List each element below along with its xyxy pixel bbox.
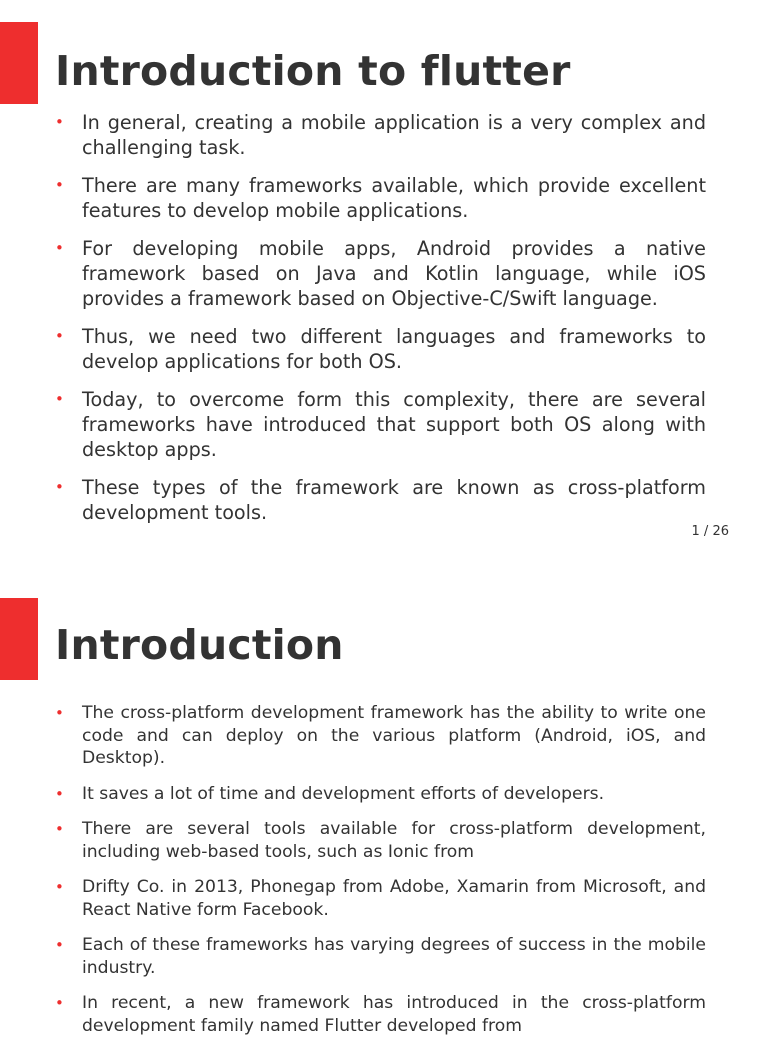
bullet-list — [55, 110, 706, 538]
bullet-icon: • — [55, 784, 64, 803]
bullet-text: For developing mobile apps, Android provides a native framework based on Java and Kotlin language, while iOS provides a framework based on Objective-C/Swift language. — [82, 237, 706, 310]
bullet-icon: • — [55, 478, 64, 496]
bullet-item — [55, 992, 706, 1037]
bullet-text: In recent, a new framework has introduced in the cross-platform development family named Flutter developed from — [82, 993, 706, 1036]
bullet-item — [55, 818, 706, 863]
bullet-icon: • — [55, 327, 64, 345]
bullet-icon: • — [55, 936, 64, 954]
bullet-text: Drifty Co. in 2013, Phonegap from Adobe, Xamarin from Microsoft, and React Native form Facebook. — [82, 877, 706, 920]
bullet-text: It saves a lot of time and development efforts of developers. — [82, 783, 605, 804]
bullet-text: These types of the framework are known as cross-platform development tools. — [82, 476, 706, 524]
bullet-item — [55, 110, 706, 160]
bullet-icon: • — [55, 113, 64, 131]
accent-bar — [0, 22, 38, 104]
bullet-icon: • — [55, 704, 64, 722]
bullet-icon: • — [55, 390, 64, 408]
slide-title: Introduction — [55, 621, 344, 669]
bullet-icon: • — [55, 994, 64, 1012]
bullet-text: In general, creating a mobile application is a very complex and challenging task. — [82, 111, 706, 159]
slide-title: Introduction to flutter — [55, 47, 571, 95]
bullet-text: Each of these frameworks has varying degrees of success in the mobile industry. — [82, 935, 706, 978]
bullet-item — [55, 934, 706, 979]
bullet-text: There are many frameworks available, which provide excellent features to develop mobile applications. — [82, 174, 706, 222]
page-number: 1 / 26 — [691, 524, 729, 539]
bullet-item — [55, 324, 706, 374]
bullet-item — [55, 236, 706, 311]
bullet-item — [55, 173, 706, 223]
slide-2 — [0, 576, 768, 1036]
bullet-item — [55, 387, 706, 462]
bullet-text: There are several tools available for cross-platform development, including web-based tools, such as Ionic from — [82, 819, 706, 862]
bullet-text: The cross-platform development framework has the ability to write one code and can deploy on the various platform (Android, iOS, and Desktop). — [82, 703, 706, 768]
bullet-icon: • — [55, 820, 64, 838]
bullet-list — [55, 702, 706, 1050]
bullet-text: Today, to overcome form this complexity, there are several frameworks have introduced that support both OS along with desktop apps. — [82, 388, 706, 461]
bullet-item — [55, 475, 706, 525]
bullet-item — [55, 783, 706, 806]
accent-bar — [0, 598, 38, 680]
bullet-icon: • — [55, 878, 64, 896]
bullet-icon: • — [55, 239, 64, 257]
bullet-text: Thus, we need two different languages and frameworks to develop applications for both OS. — [82, 325, 706, 373]
bullet-icon: • — [55, 176, 64, 194]
bullet-item — [55, 876, 706, 921]
bullet-item — [55, 702, 706, 770]
